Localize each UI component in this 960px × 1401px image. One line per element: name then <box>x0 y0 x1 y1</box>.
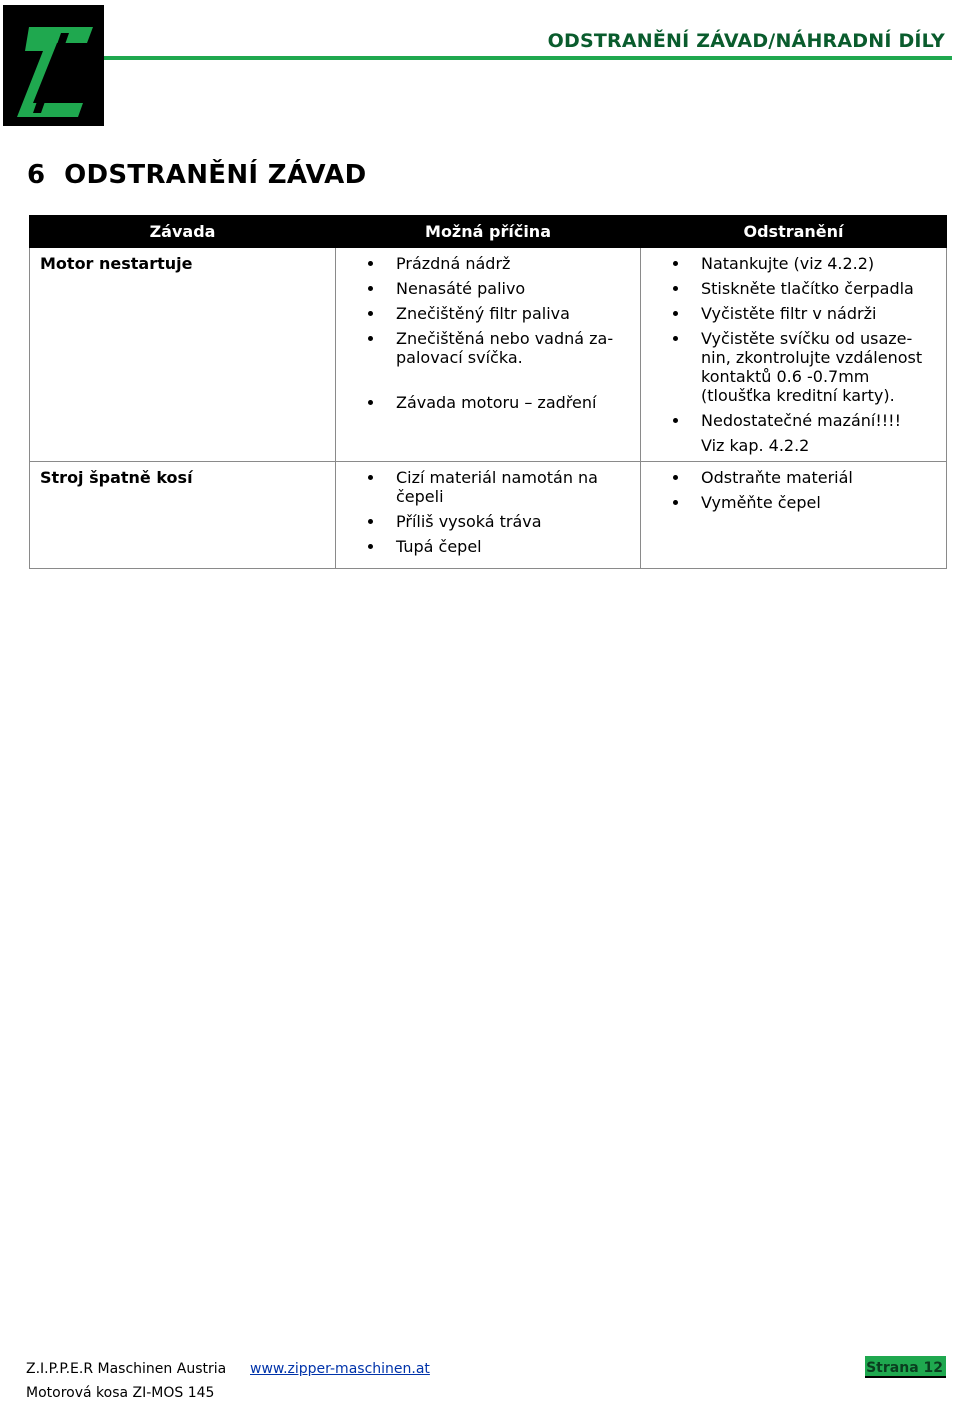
column-header-cause: Možná příčina <box>336 216 641 248</box>
page-number-badge: Strana 12 <box>865 1356 946 1378</box>
list-item: Odstraňte materiál <box>641 468 946 487</box>
list-item: Znečištěná nebo vadná za-palovací svíčka. <box>336 329 640 367</box>
list-item: Stiskněte tlačítko čerpadla <box>641 279 946 298</box>
list-item: Závada motoru – zadření <box>336 393 640 412</box>
remedy-cell <box>641 462 947 569</box>
list-item: Vyčistěte filtr v nádrži <box>641 304 946 323</box>
troubleshooting-table <box>29 215 947 569</box>
remedy-cell <box>641 248 947 462</box>
list-item: Vyčistěte svíčku od usaze-nin, zkontrolujte vzdálenost kontaktů 0.6 -0.7mm (tloušťka kreditní karty). <box>641 329 946 405</box>
list-item: Tupá čepel <box>336 537 640 556</box>
fault-cell: Motor nestartuje <box>30 248 336 462</box>
list-item: Vyměňte čepel <box>641 493 946 512</box>
remedy-list <box>641 254 946 455</box>
section-number: 6 <box>27 160 46 190</box>
list-item: Příliš vysoká tráva <box>336 512 640 531</box>
list-item: Nedostatečné mazání!!!! <box>641 411 946 430</box>
section-heading: ODSTRANĚNÍ ZÁVAD <box>64 160 367 190</box>
header-rule <box>104 56 952 60</box>
list-item: Prázdná nádrž <box>336 254 640 273</box>
column-header-remedy: Odstranění <box>641 216 947 248</box>
cause-list <box>336 254 640 412</box>
footer-website-link[interactable]: www.zipper-maschinen.at <box>250 1361 430 1377</box>
table-row <box>30 462 947 569</box>
cause-list <box>336 468 640 556</box>
column-header-fault: Závada <box>30 216 336 248</box>
table-row <box>30 248 947 462</box>
list-item: Znečištěný filtr paliva <box>336 304 640 323</box>
header-title: ODSTRANĚNÍ ZÁVAD/NÁHRADNÍ DÍLY <box>547 30 945 52</box>
footer-product: Motorová kosa ZI-MOS 145 <box>26 1385 215 1401</box>
footer-company: Z.I.P.P.E.R Maschinen Austria <box>26 1361 227 1377</box>
fault-cell: Stroj špatně kosí <box>30 462 336 569</box>
list-item: Nenasáté palivo <box>336 279 640 298</box>
list-item: Natankujte (viz 4.2.2) <box>641 254 946 273</box>
cause-cell <box>336 248 641 462</box>
list-item: Cizí materiál namotán na čepeli <box>336 468 640 506</box>
section-title <box>27 160 367 190</box>
list-item: Viz kap. 4.2.2 <box>701 436 810 455</box>
zipper-logo <box>3 5 104 126</box>
remedy-list <box>641 468 946 512</box>
table-header-row <box>30 216 947 248</box>
cause-cell <box>336 462 641 569</box>
